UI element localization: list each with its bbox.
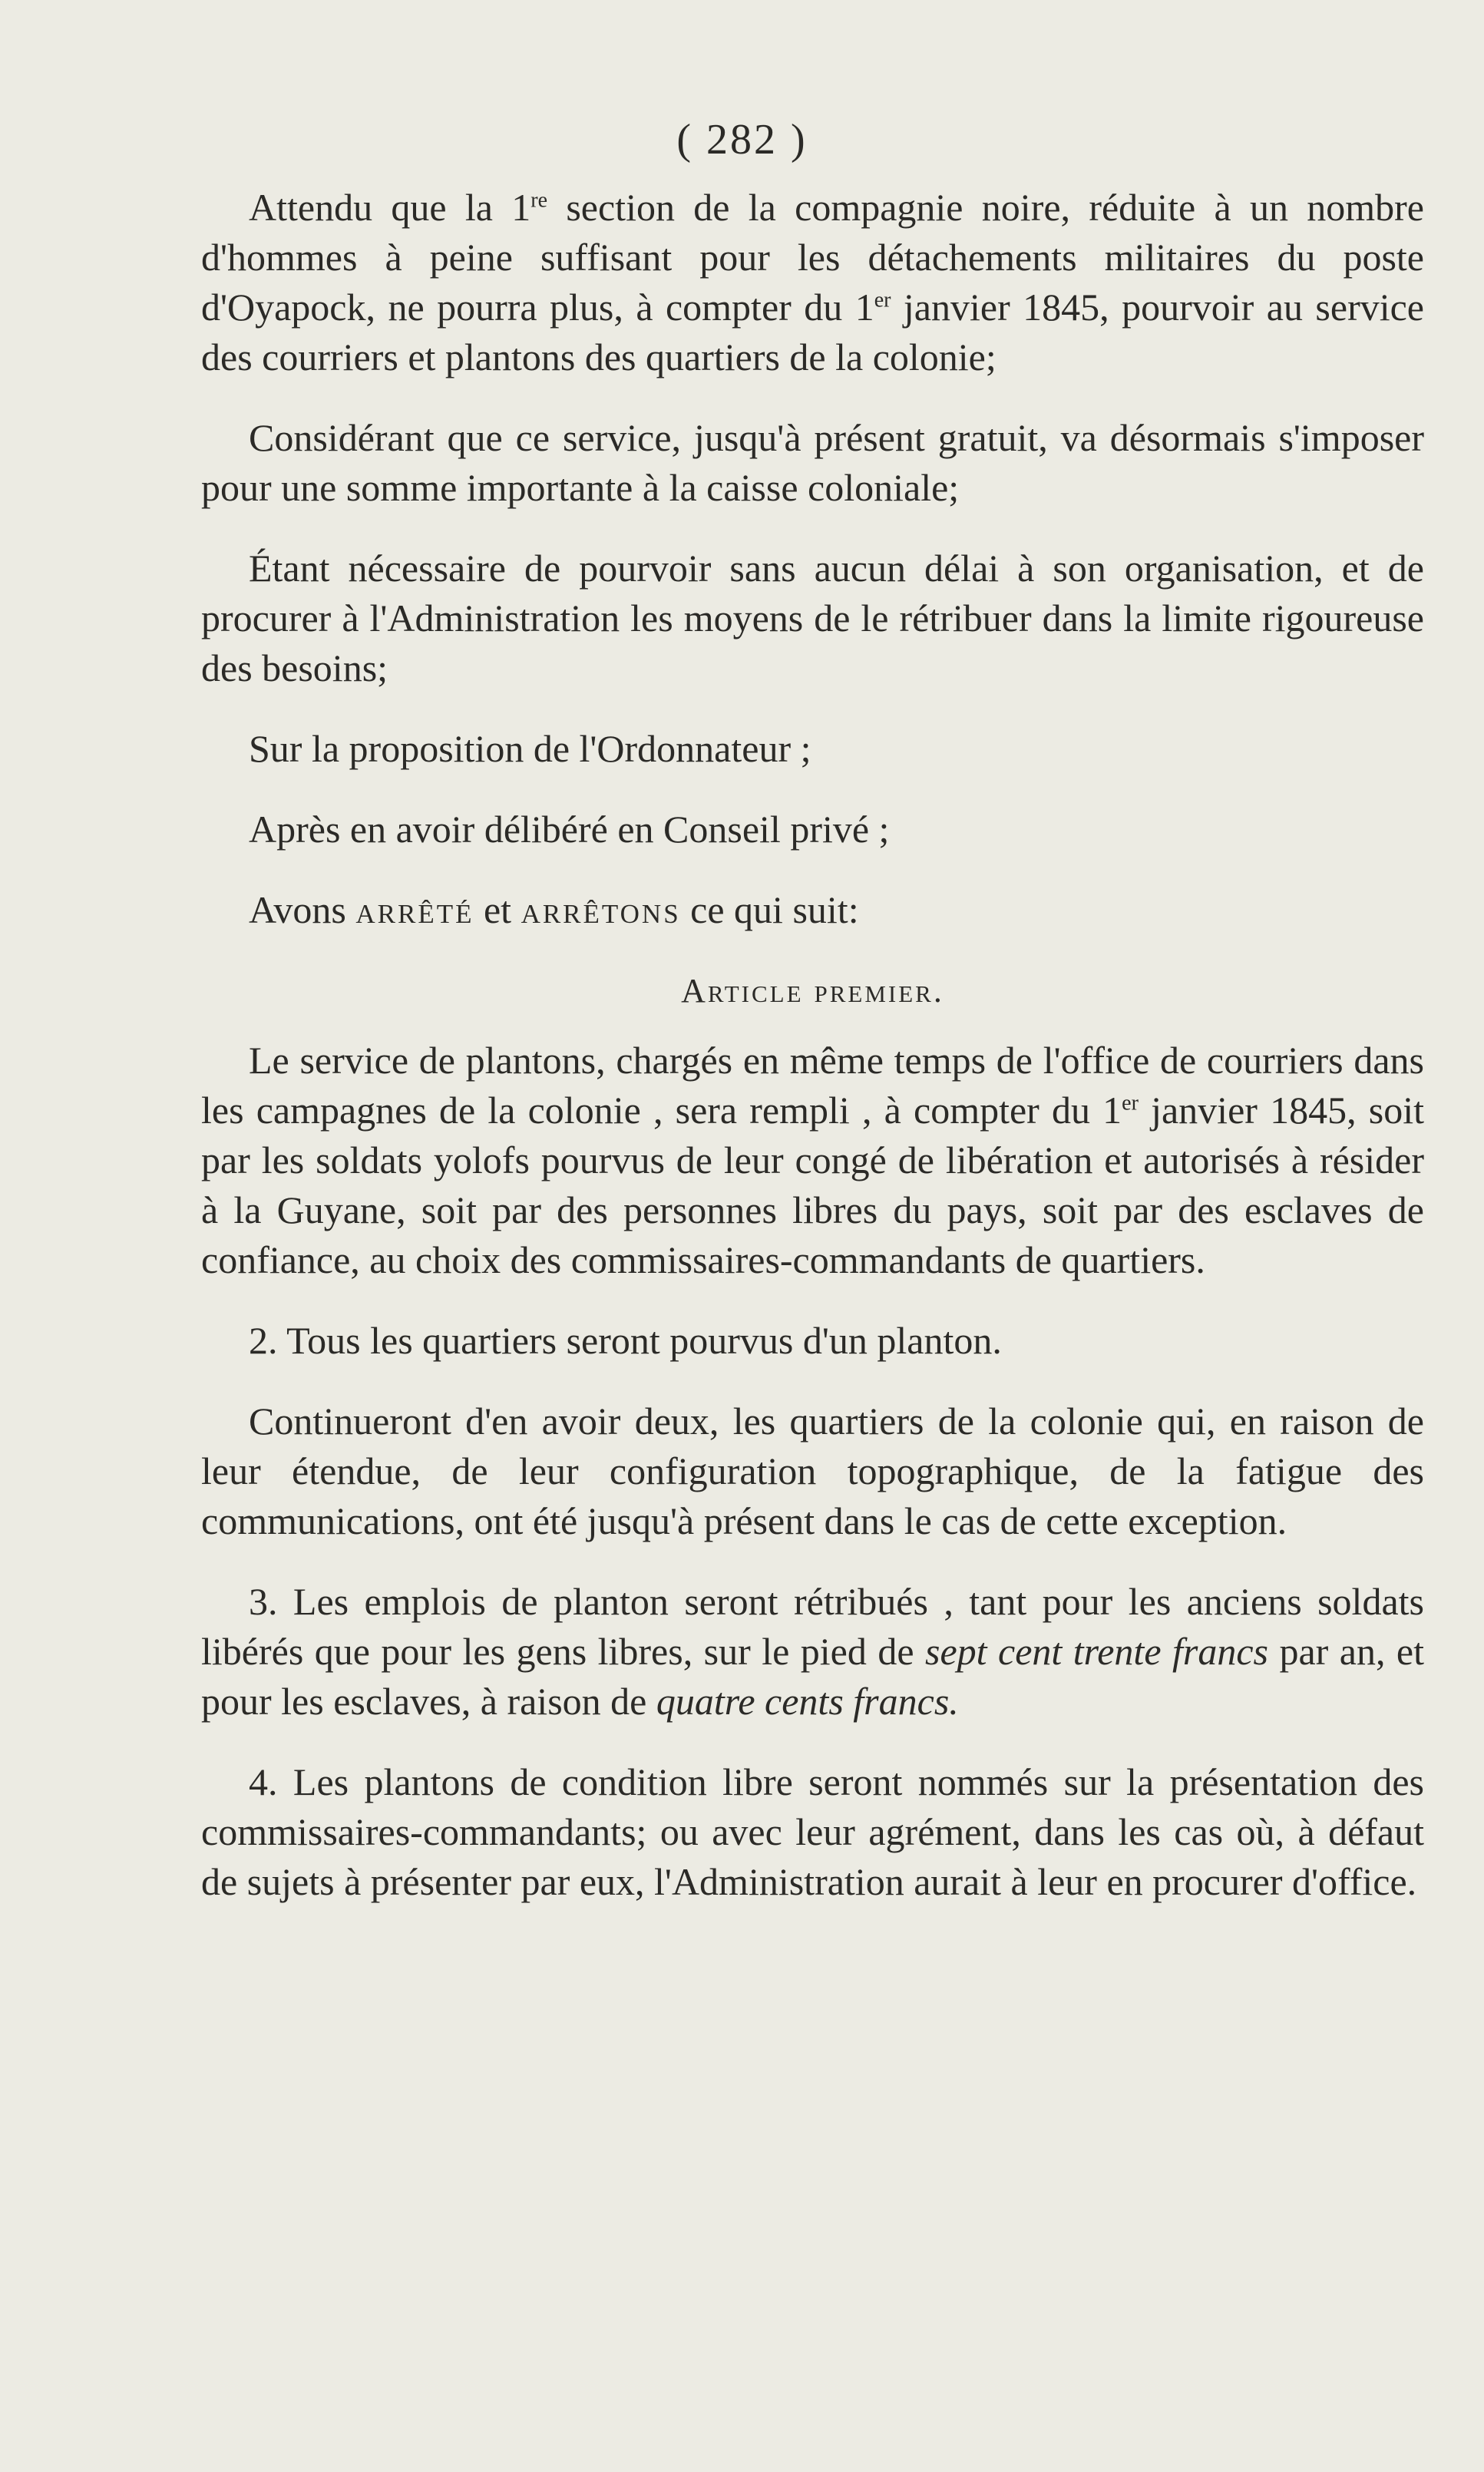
paragraph-considerant: Considérant que ce service, jusqu'à présent gratuit, va désormais s'imposer pour une somme importante à la caisse coloniale;: [201, 416, 1424, 509]
body-text: [201, 183, 1424, 1938]
paragraph-etant: Étant nécessaire de pourvoir sans aucun délai à son organisation, et de procurer à l'Administration les moyens de le rétribuer dans la limite rigoureuse des besoins;: [201, 547, 1424, 689]
paragraph-deliberation: Après en avoir délibéré en Conseil privé ;: [249, 808, 890, 851]
article-heading: Article premier.: [681, 972, 944, 1010]
paragraph-article-3: 3. Les emplois de planton seront rétribués , tant pour les anciens soldats libérés que pour les gens libres, sur le pied de sept cent trente francs par an, et pour les esclaves, à raison de quatre cents francs.: [201, 1580, 1424, 1723]
paragraph-article-1: Le service de plantons, chargés en même temps de l'office de courriers dans les campagnes de la colonie , sera rempli , à compter du 1er janvier 1845, soit par les soldats yolofs pourvus de leur congé de libération et autorisés à résider à la Guyane, soit par des personnes libres du pays, soit par des esclaves de confiance, au choix des commissaires-commandants de quartiers.: [201, 1039, 1424, 1281]
paragraph-attendu: Attendu que la 1re section de la compagnie noire, réduite à un nombre d'hommes à peine suffisant pour les détachements militaires du poste d'Oyapock, ne pourra plus, à compter du 1er janvier 1845, pourvoir au service des courriers et plantons des quartiers de la colonie;: [201, 186, 1424, 378]
paragraph-continueront: Continueront d'en avoir deux, les quartiers de la colonie qui, en raison de leur étendue, de leur configuration topographique, de la fatigue des communications, ont été jusqu'à présent dans le cas de cette exception.: [201, 1400, 1424, 1542]
paragraph-article-4: 4. Les plantons de condition libre seront nommés sur la présentation des commissaires-commandants; ou avec leur agrément, dans les cas où, à défaut de sujets à présenter par eux, l'Administration aurait à leur en procurer d'office.: [201, 1760, 1424, 1903]
paragraph-article-2: 2. Tous les quartiers seront pourvus d'un planton.: [249, 1319, 1002, 1362]
page-number: ( 282 ): [676, 116, 808, 164]
paragraph-proposition: Sur la proposition de l'Ordonnateur ;: [249, 727, 811, 770]
paragraph-avons-arrete: Avons arrêté et arrêtons ce qui suit:: [249, 888, 859, 931]
